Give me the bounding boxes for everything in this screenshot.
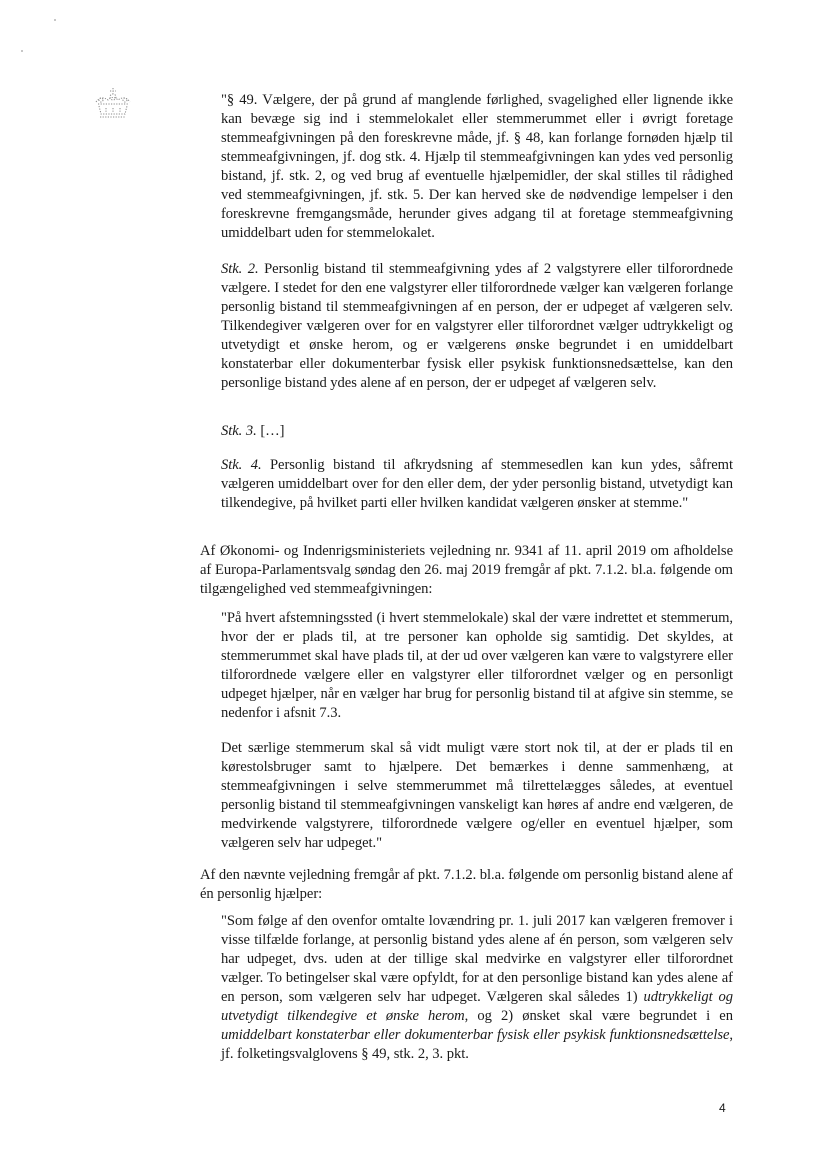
stk-label: Stk. 3. bbox=[221, 423, 257, 439]
quote-paragraph bbox=[221, 912, 733, 1064]
quoted-guidance-paragraph-2 bbox=[221, 739, 733, 853]
stk-text: Personlig bistand til afkrydsning af stemmesedlen kan kun ydes, såfremt vælgeren umiddelbart over for den eller dem, der yder personlig bistand, utvetydigt kan tilkendegive, på hvilket parti eller hvilken kandidat vælgeren ønsker at stemme." bbox=[221, 457, 733, 511]
stk-text: […] bbox=[256, 423, 285, 439]
body-paragraph: Af den nævnte vejledning fremgår af pkt. 7.1.2. bl.a. følgende om personlig bistand alene af én personlig hjælper: bbox=[200, 867, 733, 902]
quoted-guidance-paragraph-1 bbox=[221, 609, 733, 723]
body-paragraph-guidance-intro bbox=[200, 542, 733, 599]
quote-emphasis: udtrykkeligt og utvetydigt tilkendegive et ønske herom bbox=[221, 989, 733, 1024]
quote-paragraph: Det særlige stemmerum skal så vidt muligt være stort nok til, at der er plads til en kørestolsbruger samt to hjælpere. Det bemærkes i denne sammenhæng, at stemmeafgivningen i selve stemmerummet må tilrettelægges således, at eventuel personlig bistand til stemmeafgivningen vanskeligt kan høres af andre end vælgeren, de medvirkende valgstyrere, tilforordnede vælgere og/eller en eventuel hjælper, som vælgeren selv har udpeget." bbox=[221, 740, 733, 851]
body-paragraph: Af Økonomi- og Indenrigsministeriets vejledning nr. 9341 af 11. april 2019 om afholdelse af Europa-Parlamentsvalg søndag den 26. maj 2019 fremgår af pkt. 7.1.2. bl.a. følgende om tilgængelighed ved stemmeafgivningen: bbox=[200, 543, 733, 597]
body-paragraph-personal-helper bbox=[200, 866, 733, 904]
quote-paragraph: "På hvert afstemningssted (i hvert stemmelokale) skal der være indrettet et stemmerum, hvor der er plads til, at tre personer kan opholde sig samtidig. Det skyldes, at stemmerummet skal have plads til, at der ud over vælgeren kan være to valgstyrere eller tilforordnede vælgere eller en valgstyrer eller tilforordnet vælger og en personligt udpeget hjælper, når en vælger har brug for personlig bistand til at afgive sin stemme, se nedenfor i afsnit 7.3. bbox=[221, 610, 733, 721]
quote-text: , og 2) ønsket skal være begrundet i en bbox=[464, 1008, 733, 1024]
quoted-law-stk-2 bbox=[221, 260, 733, 393]
danish-crown-logo-icon bbox=[92, 86, 134, 122]
quote-paragraph bbox=[221, 456, 733, 513]
quote-paragraph: "§ 49. Vælgere, der på grund af manglende førlighed, svagelighed eller lignende ikke kan bevæge sig ind i stemmelokalet eller stemmerummet eller i øvrigt foretage stemmeafgivningen på den foreskrevne måde, jf. § 48, kan forlange fornøden hjælp til stemmeafgivningen, jf. dog stk. 4. Hjælp til stemmeafgivningen kan ydes ved personlig bistand, jf. stk. 2, og ved brug af eventuelle hjælpemidler, der skal stilles til rådighed ved stemmeafgivningen, jf. stk. 5. Der kan herved ske de nødvendige lempelser i den foreskrevne fremgangsmåde, herunder gives adgang til at foretage stemmeafgivning umiddelbart uden for stemmelokalet. bbox=[221, 92, 733, 241]
quote-paragraph bbox=[221, 260, 733, 393]
stk-label: Stk. 2. bbox=[221, 261, 259, 277]
stk-label: Stk. 4. bbox=[221, 457, 262, 473]
quote-emphasis: umiddelbart konstaterbar eller dokumenterbar fysisk eller psykisk funktionsnedsættelse bbox=[221, 1027, 730, 1043]
quoted-law-stk-3 bbox=[221, 422, 733, 441]
quoted-guidance-paragraph-3 bbox=[221, 912, 733, 1064]
quote-text: , jf. folketingsvalglovens § 49, stk. 2, 3. pkt. bbox=[221, 1027, 733, 1062]
quoted-law-section-49 bbox=[221, 91, 733, 243]
scan-speck bbox=[21, 50, 23, 52]
quote-text: "Som følge af den ovenfor omtalte lovændring pr. 1. juli 2017 kan vælgeren fremover i visse tilfælde forlange, at personlig bistand ydes alene af én person, som vælgeren selv har udpeget, dvs. uden at der tillige skal medvirke en valgstyrer eller tilforordnet vælger. To betingelser skal være opfyldt, for at den personlige bistand kan ydes alene af en person, som vælgeren selv har udpeget. Vælgeren skal således 1) bbox=[221, 913, 733, 1005]
scan-speck bbox=[54, 19, 56, 21]
page-number: 4 bbox=[719, 1101, 726, 1115]
quoted-law-stk-4 bbox=[221, 456, 733, 513]
stk-text: Personlig bistand til stemmeafgivning ydes af 2 valgstyrere eller tilforordnede vælgere. I stedet for den ene valgstyrer eller tilforordnede vælger kan vælgeren forlange personlig bistand til stemmeafgivningen af en person, der er udpeget af vælgeren selv. Tilkendegiver vælgeren over for en valgstyrer eller tilforordnet vælger udtrykkeligt og utvetydigt et ønske herom, og er vælgerens ønske begrundet i en umiddelbart konstaterbar eller dokumenterbar fysisk eller psykisk funktionsnedsættelse, kan den personlige bistand ydes alene af en person, der er udpeget af vælgeren selv. bbox=[221, 261, 733, 391]
quote-paragraph bbox=[221, 422, 733, 441]
